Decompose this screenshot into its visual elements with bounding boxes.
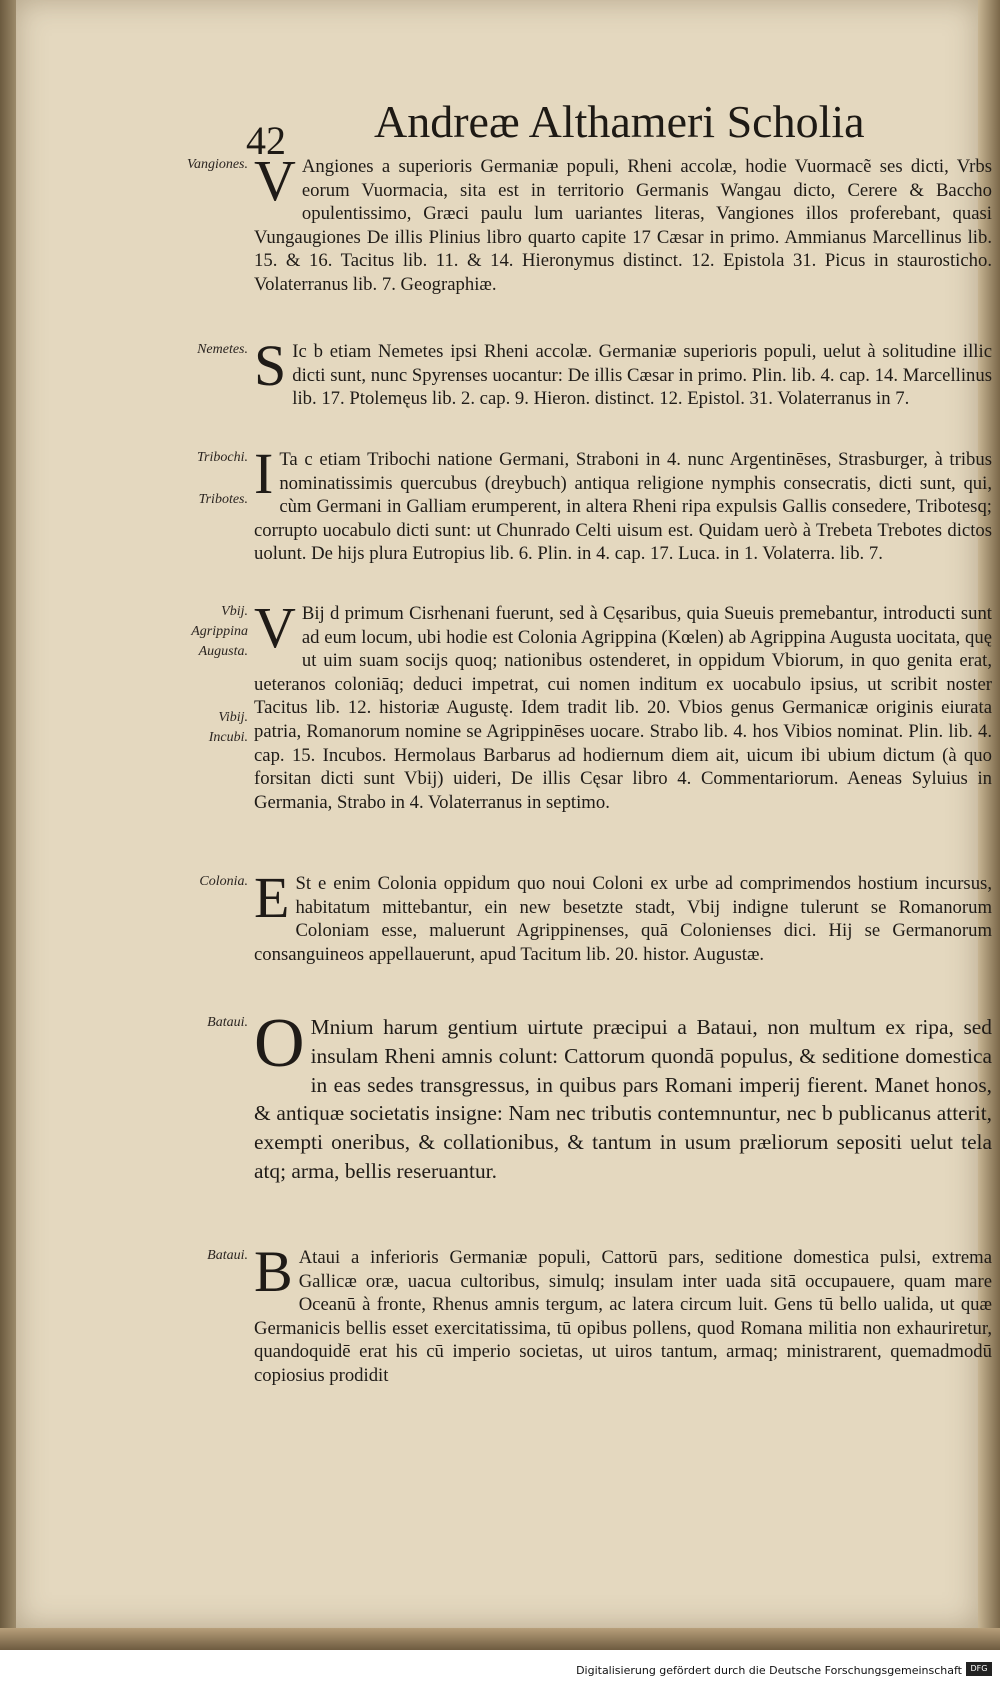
section-nemetes [156,333,996,450]
dfg-logo: DFG [966,1662,992,1676]
paragraph [254,1239,992,1388]
margin-notes [156,1246,248,1266]
margin-note: Colonia. [199,874,248,889]
paragraph-text: Bij d primum Cisrhenani fuerunt, sed à Cęsaribus, quia Sueuis premebantur, introducti sunt ad eum locum, ubi hodie est Colonia Agrippina (Kœlen) ab Agrippina Augusta uocitata, quę ut uim suam socijs quoq; nationibus ostenderet, in oppidum Vbiorum, in quo genita erat, ueteranos coloniāq; deduci impetrat, cui nomen inditum ex uocabulo ipsius, ut scribit noster Tacitus lib. 12. historiæ Augustę. Idem tradit lib. 20. Vbios genus Germanicæ originis eiurata patria, Romanorum nomine se Agrippinēses uocare. Strabo lib. 4. hos Vibios nominat. Plin. lib. 4. cap. 15. Incubos. Hermolaus Barbarus ad hodiernum diem ait, uicum ibi ubium dictum (à quo forsitan dicti sunt Vbij) uideri, De illis Cęsar libro 4. Commentariorum. Aeneas Syluius in Germania, Strabo in 4. Volaterranus in septimo. [254,603,992,813]
dropcap: V [254,148,296,213]
paragraph [254,595,992,814]
margin-notes [156,448,248,510]
book-edge-left [0,0,16,1650]
footer-bar [0,1650,1000,1690]
margin-note: Tribotes. [198,492,248,507]
paragraph [254,441,992,566]
margin-note: Nemetes. [197,342,248,357]
margin-note: Vangiones. [186,157,248,172]
paragraph [254,1005,992,1186]
margin-notes [156,602,248,748]
margin-note: Bataui. [207,1015,248,1030]
margin-note: Bataui. [207,1248,248,1263]
margin-notes [156,155,248,175]
margin-note: Vbij. [221,604,248,619]
margin-note: Vibij. [218,710,248,725]
margin-notes [156,872,248,892]
paragraph-text: Ta c etiam Tribochi natione Germani, Straboni in 4. nunc Argentinēses, Strasburger, à tribus nominatissimis quercubus (dreybuch) antiqua religione nymphis consecratis, dicti sunt, qui, cùm Germani in Galliam erumperent, in altera Rheni ripa expulsis Gallis consedere, Tribotesq; corrupto uocabulo dicti sunt: ut Chunrado Celti uisum est. Quidam uerò à Trebeta Trebotes dictos uolunt. De hijs plura Eutropius lib. 6. Plin. in 4. cap. 17. Luca. in 1. Volaterra. lib. 7. [254,449,992,565]
margin-note: Agrippina [191,624,248,639]
page-number: 42 [246,118,286,163]
paragraph-text: Angiones a superioris Germaniæ populi, Rheni accolæ, hodie Vuormacẽ ses dicti, Vrbs eorum Vuormacia, sita est in territorio Germanis Wangau dicto, Cerere & Baccho opulentissimo, Græci paulu lum uariantes literas, Vangiones illos proferebant, quasi Vungaugiones De illis Plinius libro quarto capite 17 Cæsar in primo. Ammianus Marcellinus lib. 15. & 16. Tacitus lib. 11. & 14. Hieronymus distinct. 12. Epistola 31. Picus in staurosticho. Volaterranus lib. 7. Geographiæ. [254,156,992,295]
footer-credit: Digitalisierung gefördert durch die Deutsche Forschungsgemeinschaft [576,1664,962,1677]
paragraph [254,865,992,966]
dropcap: O [254,1005,305,1082]
book-edge-bottom [0,1628,1000,1650]
paragraph-text: St e enim Colonia oppidum quo noui Coloni ex urbe ad comprimendos hostium incursus, habitatum mittebantur, ein new besetzte stadt, Vbij indigne tulerunt se Romanorum Coloniam esse, maluerunt Agrippinenses, quā Colonienses dici. Hij se Germanorum consanguineos appellauerunt, apud Tacitum lib. 20. histor. Augustæ. [254,873,992,965]
paragraph [254,333,992,411]
header-title: Andreæ Althameri Scholia [374,96,865,147]
book-page [16,0,992,1628]
margin-notes [156,340,248,360]
margin-note: Incubi. [208,730,248,745]
dropcap: E [254,865,290,930]
paragraph [254,148,992,297]
dropcap: I [254,441,274,506]
paragraph-text: Ic b etiam Nemetes ipsi Rheni accolæ. Germaniæ superioris populi, uelut à solitudine illic dicti sunt, nunc Spyrenses uocantur: De illis Cæsar in primo. Plin. lib. 4. cap. 14. Marcellinus lib. 17. Ptolemęus lib. 2. cap. 9. Hieron. distinct. 12. Epistol. 31. Volaterranus in 7. [292,341,992,410]
paragraph-text: Ataui a inferioris Germaniæ populi, Cattorū pars, seditione domestica pulsi, extrema Gallicæ oræ, uacua cultoribus, simulq; insulam inter uada sitā occupauere, quam mare Oceanū à fronte, Rhenus amnis tergum, ac latera circum luit. Gens tū bello ualida, ut quæ Germanicis bellis esset exercitatissima, tū opibus pollens, quod Romana militia non exhauriretur, quandoquidē erat his cū imperio societas, ut uiros tantum, armaq; ministrarent, quemadmodū copiosius prodidit [254,1247,992,1386]
dropcap: B [254,1239,293,1304]
margin-notes [156,1013,248,1033]
margin-note: Tribochi. [197,450,248,465]
dropcap: V [254,595,296,660]
paragraph-text: Mnium harum gentium uirtute præcipui a Bataui, non multum ex ripa, sed insulam Rheni amnis colunt: Cattorum quondā populus, & seditione domestica in eas sedes transgressus, in quibus pars Romani imperij fierent. Manet honos, & antiquæ societatis insigne: Nam nec tributis contemnuntur, nec b publicanus atterit, exempti oneribus, & collationibus, & tantum in usum præliorum sepositi uelut tela atq; arma, bellis reseruantur. [254,1015,992,1183]
section-vangiones [156,148,996,315]
dropcap: S [254,333,287,398]
margin-note: Augusta. [198,644,248,659]
